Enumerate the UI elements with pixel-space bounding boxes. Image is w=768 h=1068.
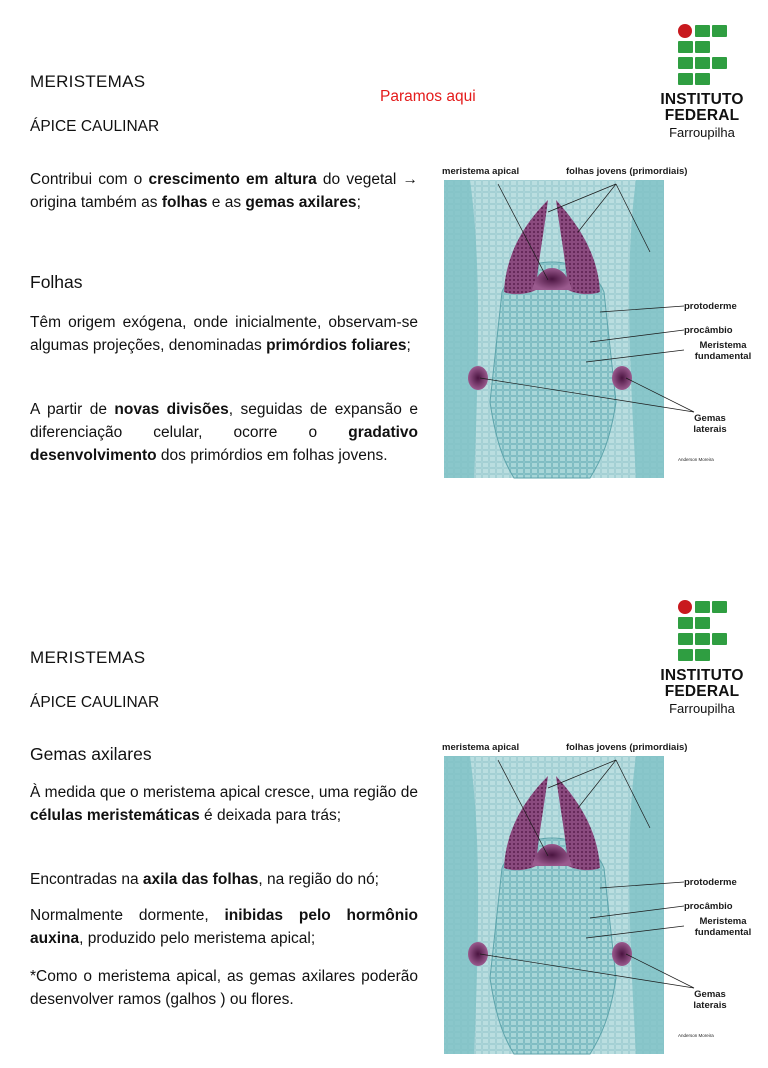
institute-logo: [652, 598, 752, 718]
logo-text-instituto: INSTITUTO: [660, 91, 744, 108]
gemas-paragraph-2: Encontradas na axila das folhas, na região do nó;: [30, 871, 379, 888]
slide-subtitle: ÁPICE CAULINAR: [30, 118, 160, 135]
slide-gap: [0, 512, 768, 576]
institute-logo: [652, 22, 752, 142]
slide-title: MERISTEMAS: [30, 72, 146, 91]
shoot-apex-micrograph: [440, 738, 760, 1068]
slide-1: [0, 0, 768, 512]
label-gemas-laterais: Gemas laterais: [693, 413, 727, 435]
slide-subtitle: ÁPICE CAULINAR: [30, 694, 160, 711]
label-procambio: procâmbio: [684, 325, 733, 336]
label-folhas-jovens: folhas jovens (primordiais): [566, 742, 688, 753]
logo-text-federal: FEDERAL: [664, 107, 740, 124]
gemas-paragraph-3: Normalmente dormente, inibidas pelo hormônio auxina, produzido pelo meristema apical;: [30, 907, 418, 947]
section-heading-folhas: Folhas: [30, 272, 83, 292]
logo-text-farroupilha: Farroupilha: [669, 125, 735, 140]
slide-2: [0, 576, 768, 1038]
shoot-apex-micrograph: [440, 162, 760, 492]
logo-red-dot: [678, 24, 692, 38]
logo-text-federal: FEDERAL: [664, 683, 740, 700]
folhas-paragraph-2: A partir de novas divisões, seguidas de expansão e diferenciação celular, ocorre o gradativo desenvolvimento dos primórdios em folhas jovens.: [30, 401, 418, 464]
gemas-paragraph-4: *Como o meristema apical, as gemas axilares poderão desenvolver ramos (galhos ) ou flores.: [30, 968, 418, 1008]
logo-text-instituto: INSTITUTO: [660, 667, 744, 684]
label-procambio: procâmbio: [684, 901, 733, 912]
label-gemas-laterais: Gemas laterais: [693, 989, 727, 1011]
folhas-paragraph-1: Têm origem exógena, onde inicialmente, observam-se algumas projeções, denominadas primórdios foliares;: [30, 314, 418, 354]
section-heading-gemas: Gemas axilares: [30, 744, 152, 764]
label-meristema-fundamental: Meristema fundamental: [694, 340, 752, 362]
label-meristema-fundamental: Meristema fundamental: [694, 916, 752, 938]
gemas-paragraph-1: À medida que o meristema apical cresce, uma região de células meristemáticas é deixada para trás;: [30, 784, 418, 824]
slide-title: MERISTEMAS: [30, 648, 146, 667]
label-meristema-apical: meristema apical: [442, 742, 520, 753]
annotation-note: Paramos aqui: [380, 88, 476, 105]
label-meristema-apical: meristema apical: [442, 166, 520, 177]
figure-credit: Anderson Moreira: [678, 457, 714, 462]
logo-red-dot: [678, 600, 692, 614]
label-protoderme: protoderme: [684, 301, 737, 312]
label-folhas-jovens: folhas jovens (primordiais): [566, 166, 688, 177]
intro-paragraph: Contribui com o crescimento em altura do vegetal → origina também as folhas e as gemas axilares;: [30, 171, 418, 211]
logo-text-farroupilha: Farroupilha: [669, 701, 735, 716]
label-protoderme: protoderme: [684, 877, 737, 888]
figure-credit: Anderson Moreira: [678, 1033, 714, 1038]
